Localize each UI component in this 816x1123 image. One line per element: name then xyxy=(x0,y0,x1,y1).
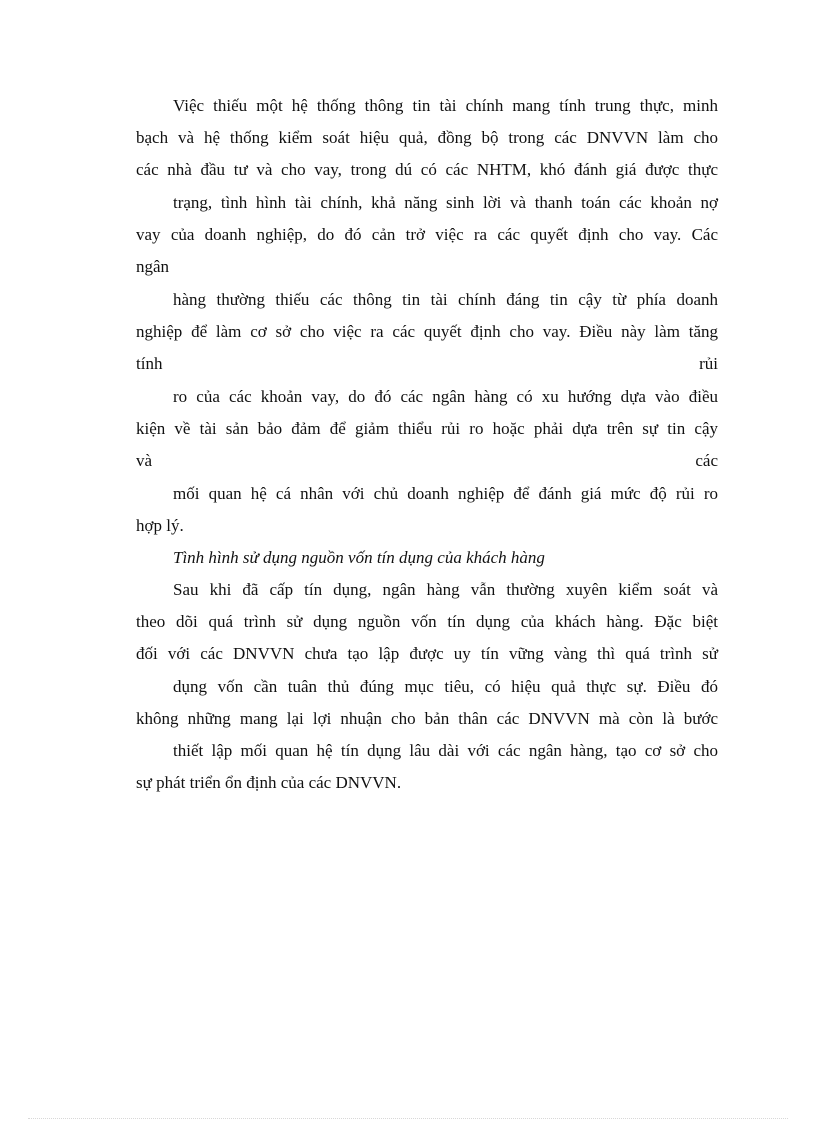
paragraph-line: dụng vốn cần tuân thủ đúng mục tiêu, có hiệu quả thực sự. Điều đó xyxy=(173,677,718,696)
section-heading: Tình hình sử dụng nguồn vốn tín dụng của khách hàng xyxy=(173,548,545,567)
paragraph-line: kiện về tài sản bảo đảm để giảm thiểu rủi ro hoặc phải dựa trên sự tin cậy xyxy=(136,419,718,438)
paragraph-line: hợp lý. xyxy=(136,516,184,535)
paragraph-line: Việc thiếu một hệ thống thông tin tài chính mang tính trung thực, minh xyxy=(173,96,718,115)
paragraph-line: trạng, tình hình tài chính, khả năng sinh lời và thanh toán các khoản nợ xyxy=(173,193,718,212)
paragraph-line: ro của các khoản vay, do đó các ngân hàng có xu hướng dựa vào điều xyxy=(173,387,718,406)
paragraph-line: Sau khi đã cấp tín dụng, ngân hàng vẫn thường xuyên kiểm soát và xyxy=(173,580,718,599)
page-bottom-rule xyxy=(28,1118,788,1119)
paragraph-line: không những mang lại lợi nhuận cho bản thân các DNVVN mà còn là bước xyxy=(136,709,718,728)
paragraph-line: đối với các DNVVN chưa tạo lập được uy tín vững vàng thì quá trình sử xyxy=(136,644,718,663)
paragraph-line: và các xyxy=(136,451,718,470)
paragraph-line: nghiệp để làm cơ sở cho việc ra các quyết định cho vay. Điều này làm tăng xyxy=(136,322,718,341)
paragraph-line: vay của doanh nghiệp, do đó cản trở việc ra các quyết định cho vay. Các xyxy=(136,225,718,244)
paragraph-line: ngân xyxy=(136,257,170,276)
paragraph-line: sự phát triển ổn định của các DNVVN. xyxy=(136,773,402,792)
paragraph-line: tính rủi xyxy=(136,354,718,373)
paragraph-line: bạch và hệ thống kiểm soát hiệu quả, đồng bộ trong các DNVVN làm cho xyxy=(136,128,718,147)
paragraph-line: các nhà đầu tư và cho vay, trong dú có các NHTM, khó đánh giá được thực xyxy=(136,160,718,179)
paragraph-line: thiết lập mối quan hệ tín dụng lâu dài với các ngân hàng, tạo cơ sở cho xyxy=(173,741,718,760)
paragraph-line: mối quan hệ cá nhân với chủ doanh nghiệp để đánh giá mức độ rủi ro xyxy=(173,484,718,503)
paragraph-line: hàng thường thiếu các thông tin tài chính đáng tin cậy từ phía doanh xyxy=(173,290,718,309)
paragraph-line: theo dõi quá trình sử dụng nguồn vốn tín dụng của khách hàng. Đặc biệt xyxy=(136,612,718,631)
